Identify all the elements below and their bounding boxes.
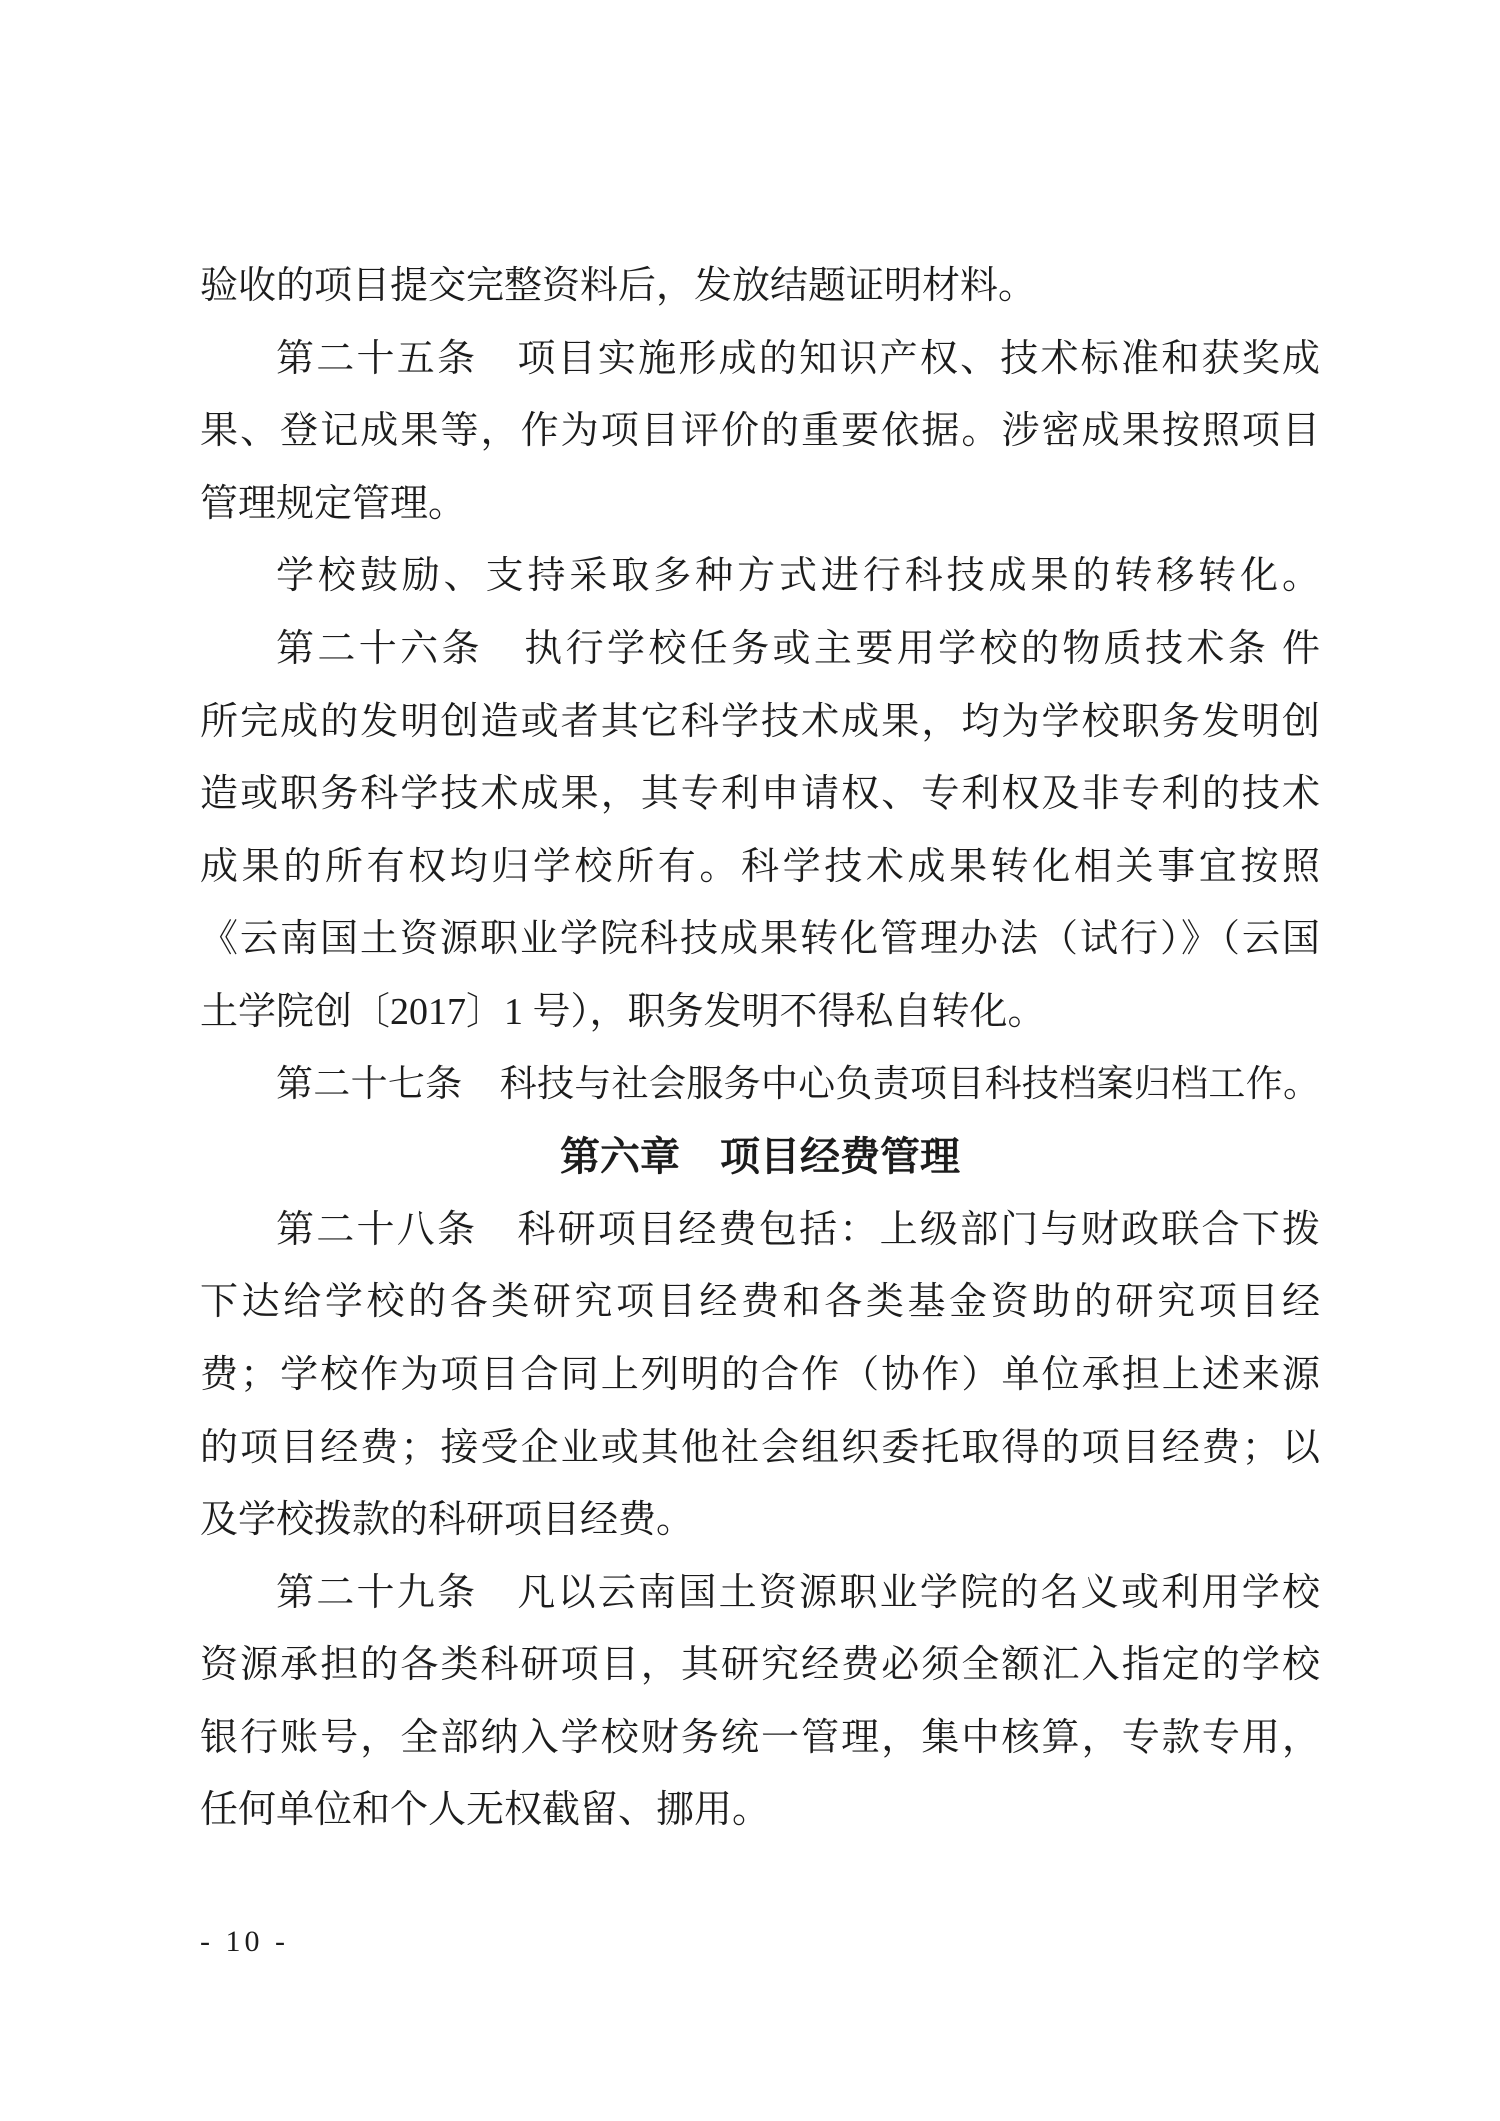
text-line: 验收的项目提交完整资料后，发放结题证明材料。	[200, 265, 1037, 307]
document-body	[200, 250, 1320, 1847]
text-line: 费；学校作为项目合同上列明的合作（协作）单位承担上述来源	[200, 1353, 1320, 1396]
chapter-heading: 第六章 项目经费管理	[560, 1135, 960, 1180]
text-line: 土学院创〔2017〕1 号），职务发明不得私自转化。	[200, 990, 1046, 1033]
text-line: 第二十七条 科技与社会服务中心负责项目科技档案归档工作。	[276, 1063, 1320, 1105]
text-line: 第二十八条 科研项目经费包括：上级部门与财政联合下拨	[276, 1208, 1320, 1251]
text-line: 造或职务科学技术成果，其专利申请权、专利权及非专利的技术	[200, 773, 1320, 816]
text-line: 所完成的发明创造或者其它科学技术成果，均为学校职务发明创	[200, 700, 1320, 743]
page-number: - 10 -	[200, 1925, 289, 1958]
text-line: 下达给学校的各类研究项目经费和各类基金资助的研究项目经	[200, 1281, 1320, 1324]
text-line: 学校鼓励、支持采取多种方式进行科技成果的转移转化。	[276, 555, 1320, 598]
text-line: 资源承担的各类科研项目，其研究经费必须全额汇入指定的学校	[200, 1644, 1320, 1687]
text-line: 的项目经费；接受企业或其他社会组织委托取得的项目经费；以	[200, 1426, 1320, 1469]
text-line: 第二十九条 凡以云南国土资源职业学院的名义或利用学校	[276, 1571, 1320, 1614]
text-line: 成果的所有权均归学校所有。科学技术成果转化相关事宜按照	[200, 845, 1320, 888]
text-line: 管理规定管理。	[200, 482, 467, 525]
text-line: 第二十六条 执行学校任务或主要用学校的物质技术条 件	[276, 627, 1320, 670]
text-line: 《云南国土资源职业学院科技成果转化管理办法（试行）》（云国	[200, 918, 1320, 961]
text-line: 银行账号，全部纳入学校财务统一管理，集中核算，专款专用，	[200, 1716, 1320, 1759]
text-line: 果、登记成果等，作为项目评价的重要依据。涉密成果按照项目	[200, 410, 1320, 453]
text-line: 任何单位和个人无权截留、挪用。	[200, 1789, 771, 1832]
text-line: 及学校拨款的科研项目经费。	[200, 1499, 695, 1542]
text-line: 第二十五条 项目实施形成的知识产权、技术标准和获奖成	[276, 337, 1320, 380]
